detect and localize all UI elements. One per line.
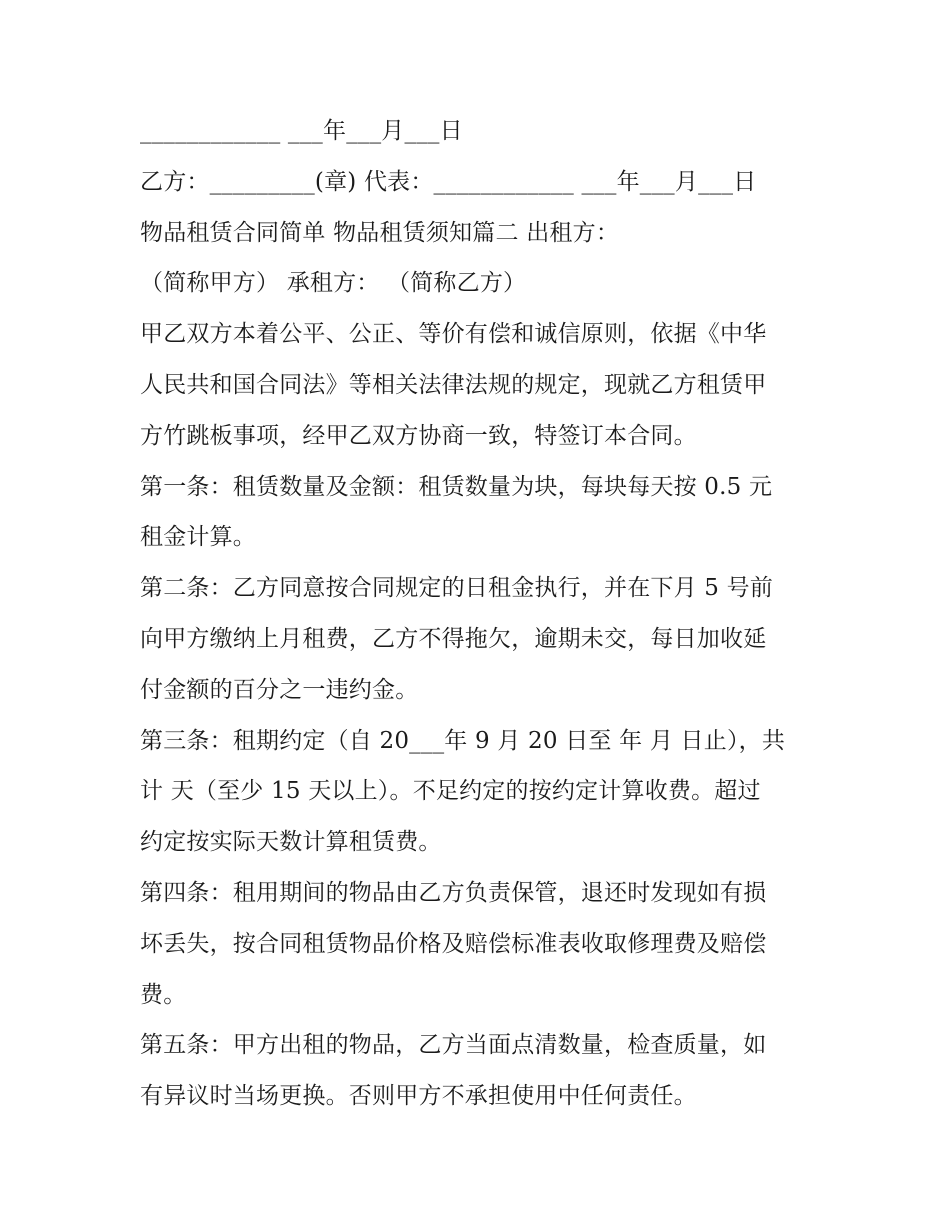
article-3-line-2: 计 天（至少 15 天以上）。不足约定的按约定计算收费。超过 (140, 778, 761, 805)
article-4-line-2: 坏丢失，按合同租赁物品价格及赔偿标准表收取修理费及赔偿 (140, 930, 767, 957)
article-4-line-3: 费。 (140, 981, 187, 1008)
preamble-line-2: 人民共和国合同法》等相关法律法规的规定，现就乙方租赁甲 (140, 371, 767, 398)
article-3-line-3: 约定按实际天数计算租赁费。 (140, 829, 442, 856)
article-3-line-1: 第三条：租期约定（自 20___年 9 月 20 日至 年 月 日止），共 (140, 727, 786, 754)
article-4-line-1: 第四条：租用期间的物品由乙方负责保管，退还时发现如有损 (140, 879, 767, 906)
party-b-signature-line: 乙方：_________(章) 代表：____________ ___年___月___日 (140, 168, 757, 195)
article-5-line-1: 第五条：甲方出租的物品，乙方当面点清数量，检查质量，如 (140, 1032, 767, 1059)
article-5-line-2: 有异议时当场更换。否则甲方不承担使用中任何责任。 (140, 1083, 697, 1110)
contract-title-line: 物品租赁合同简单 物品租赁须知篇二 出租方： (140, 219, 620, 246)
document-body (140, 106, 816, 1122)
parties-line: （简称甲方） 承租方： （简称乙方） (140, 270, 527, 297)
article-2-line-2: 向甲方缴纳上月租费，乙方不得拖欠，逾期未交，每日加收延 (140, 625, 767, 652)
preamble-line-3: 方竹跳板事项，经甲乙双方协商一致，特签订本合同。 (140, 422, 697, 449)
preamble-line-1: 甲乙双方本着公平、公正、等价有偿和诚信原则，依据《中华 (140, 321, 767, 348)
article-1-line-1: 第一条：租赁数量及金额：租赁数量为块，每块每天按 0.5 元 (140, 473, 773, 500)
signature-date-line-a: ____________ ___年___月___日 (140, 118, 463, 144)
article-2-line-1: 第二条：乙方同意按合同规定的日租金执行，并在下月 5 号前 (140, 575, 774, 602)
article-1-line-2: 租金计算。 (140, 524, 256, 551)
article-2-line-3: 付金额的百分之一违约金。 (140, 676, 419, 703)
